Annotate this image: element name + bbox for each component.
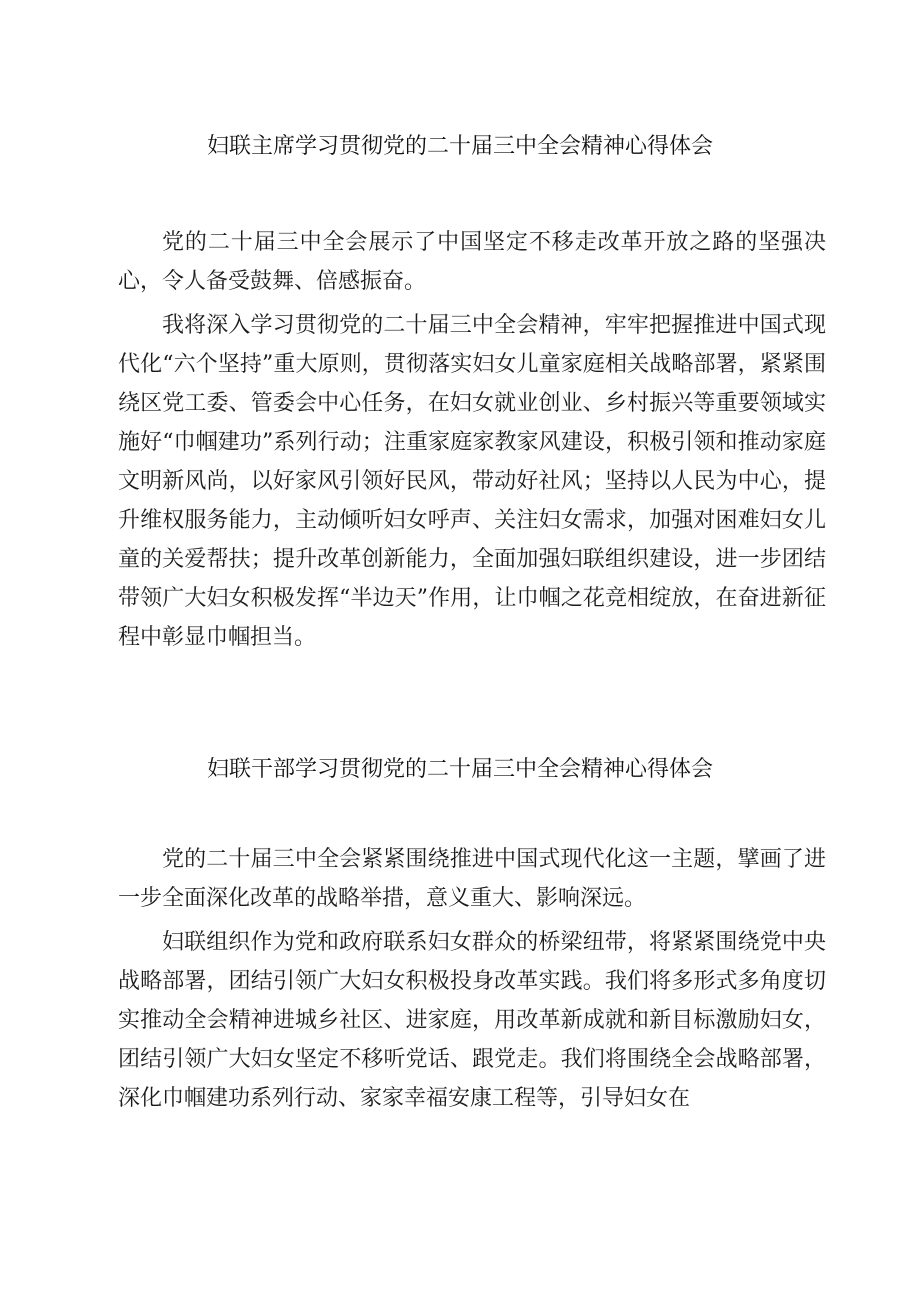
section-1-paragraph-1: 党的二十届三中全会展示了中国坚定不移走改革开放之路的坚强决心，令人备受鼓舞、倍感振奋。: [118, 230, 826, 294]
section-2-paragraph-2: 妇联组织作为党和政府联系妇女群众的桥梁纽带，将紧紧围绕党中央战略部署，团结引领广大妇女积极投身改革实践。我们将多形式多角度切实推动全会精神进城乡社区、进家庭，用改革新成就和新目标激励妇女，团结引领广大妇女坚定不移听党话、跟党走。我们将围绕全会战略部署，深化巾帼建功系列行动、家家幸福安康工程等，引导妇女在: [118, 930, 826, 1111]
section-1-title: 妇联主席学习贯彻党的二十届三中全会精神心得体会: [206, 134, 713, 159]
section-2-title: 妇联干部学习贯彻党的二十届三中全会精神心得体会: [206, 757, 713, 782]
section-1-paragraph-2: 我将深入学习贯彻党的二十届三中全会精神，牢牢把握推进中国式现代化“六个坚持”重大原则，贯彻落实妇女儿童家庭相关战略部署，紧紧围绕区党工委、管委会中心任务，在妇女就业创业、乡村振兴等重要领域实施好“巾帼建功”系列行动；注重家庭家教家风建设，积极引领和推动家庭文明新风尚，以好家风引领好民风，带动好社风；坚持以人民为中心，提升维权服务能力，主动倾听妇女呼声、关注妇女需求，加强对困难妇女儿童的关爱帮扶；提升改革创新能力，全面加强妇联组织建设，进一步团结带领广大妇女积极发挥“半边天”作用，让巾帼之花竞相绽放，在奋进新征程中彰显巾帼担当。: [118, 313, 826, 650]
section-2-paragraph-1: 党的二十届三中全会紧紧围绕推进中国式现代化这一主题，擘画了进一步全面深化改革的战略举措，意义重大、影响深远。: [118, 847, 826, 911]
